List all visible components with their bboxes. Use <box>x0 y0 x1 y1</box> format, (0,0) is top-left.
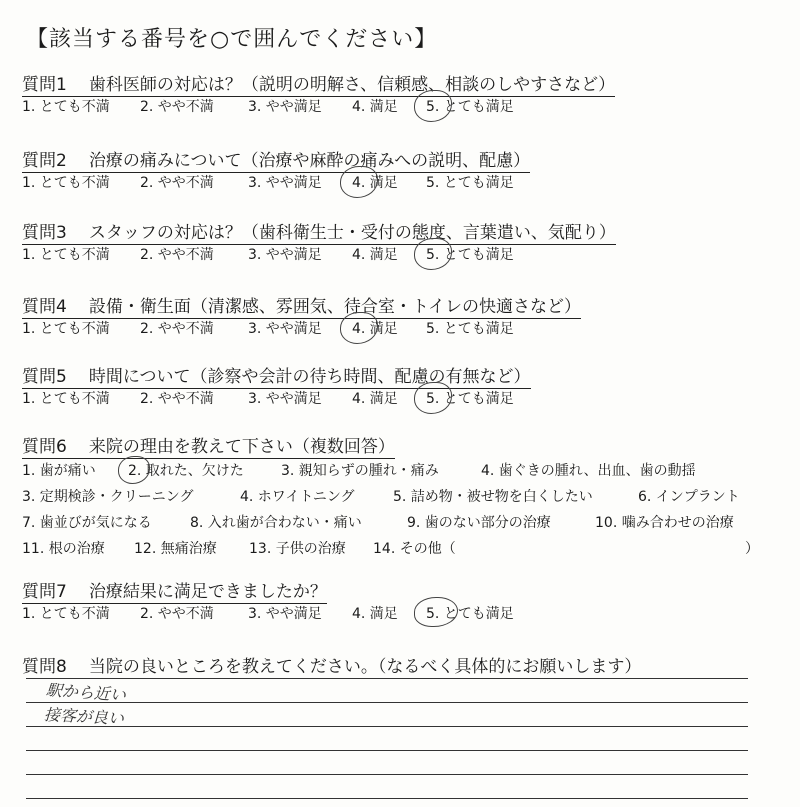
q6-option[interactable]: 5. 詰め物・被せ物を白くしたい <box>393 489 593 505</box>
q6-option[interactable]: 14. その他（ <box>373 541 456 557</box>
rating-option-1[interactable]: 1. とても不満 <box>22 175 110 191</box>
q6-option[interactable]: 3. 定期検診・クリーニング <box>22 489 194 505</box>
answer-line <box>26 726 748 727</box>
rating-option-2[interactable]: 2. やや不満 <box>140 321 214 337</box>
rating-option-4[interactable]: 4. 満足 <box>352 391 398 407</box>
question-text: 治療の痛みについて（治療や麻酔の痛みへの説明、配慮） <box>88 151 531 171</box>
rating-option-1[interactable]: 1. とても不満 <box>22 606 110 622</box>
rating-option-5[interactable]: 5. とても満足 <box>426 391 514 407</box>
answer-line <box>26 798 748 799</box>
question-number: 質問2 <box>22 151 67 171</box>
rating-option-3[interactable]: 3. やや満足 <box>248 391 322 407</box>
question-number: 質問6 <box>22 437 67 457</box>
selection-circle <box>340 166 378 198</box>
rating-option-5[interactable]: 5. とても満足 <box>426 99 514 115</box>
selection-circle <box>340 312 378 344</box>
q6-option[interactable]: 13. 子供の治療 <box>249 541 346 557</box>
rating-option-3[interactable]: 3. やや満足 <box>248 321 322 337</box>
rating-option-5[interactable]: 5. とても満足 <box>426 321 514 337</box>
question-number: 質問4 <box>22 297 67 317</box>
q6-option[interactable]: 12. 無痛治療 <box>134 541 217 557</box>
handwritten-answer: 駅から近い <box>45 680 127 705</box>
handwritten-answer: 接客が良い <box>43 704 125 729</box>
question-number: 質問1 <box>22 75 67 95</box>
q6-option[interactable]: 3. 親知らずの腫れ・痛み <box>281 463 439 479</box>
answer-line <box>26 750 748 751</box>
rating-option-5[interactable]: 5. とても満足 <box>426 606 514 622</box>
rating-option-3[interactable]: 3. やや満足 <box>248 247 322 263</box>
q6-option[interactable]: 4. ホワイトニング <box>240 489 355 505</box>
rating-option-5[interactable]: 5. とても満足 <box>426 247 514 263</box>
answer-line <box>26 702 748 703</box>
rating-option-1[interactable]: 1. とても不満 <box>22 321 110 337</box>
question-number: 質問5 <box>22 367 67 387</box>
q6-option[interactable]: 4. 歯ぐきの腫れ、出血、歯の動揺 <box>481 463 696 479</box>
question-text: 歯科医師の対応は？（説明の明解さ、信頼感、相談のしやすさなど） <box>88 75 616 95</box>
q6-option[interactable]: 11. 根の治療 <box>22 541 105 557</box>
answer-line <box>26 678 748 679</box>
q6-option[interactable]: 7. 歯並びが気になる <box>22 515 152 531</box>
rating-option-3[interactable]: 3. やや満足 <box>248 175 322 191</box>
selection-circle <box>414 90 452 122</box>
question-number: 質問3 <box>22 223 67 243</box>
question-text: 当院の良いところを教えてください。（なるべく具体的にお願いします） <box>88 657 642 677</box>
selection-circle <box>414 382 452 414</box>
rating-option-3[interactable]: 3. やや満足 <box>248 99 322 115</box>
rating-option-2[interactable]: 2. やや不満 <box>140 175 214 191</box>
question-text: 治療結果に満足できましたか？ <box>88 582 327 602</box>
q6-option[interactable]: 10. 噛み合わせの治療 <box>595 515 734 531</box>
q6-option[interactable]: 6. インプラント <box>638 489 740 505</box>
q6-option[interactable]: 9. 歯のない部分の治療 <box>407 515 551 531</box>
question-number: 質問8 <box>22 657 67 677</box>
q6-option[interactable]: 2. 取れた、欠けた <box>128 463 244 479</box>
rating-option-4[interactable]: 4. 満足 <box>352 247 398 263</box>
selection-circle <box>414 238 452 270</box>
q6-other-close-paren: ） <box>745 541 759 557</box>
rating-option-2[interactable]: 2. やや不満 <box>140 606 214 622</box>
rating-option-2[interactable]: 2. やや不満 <box>140 247 214 263</box>
rating-option-4[interactable]: 4. 満足 <box>352 175 398 191</box>
question-text: 来院の理由を教えて下さい（複数回答） <box>88 437 395 457</box>
rating-option-3[interactable]: 3. やや満足 <box>248 606 322 622</box>
rating-option-4[interactable]: 4. 満足 <box>352 606 398 622</box>
rating-option-4[interactable]: 4. 満足 <box>352 321 398 337</box>
instruction-header: 【該当する番号を○で囲んでください】 <box>26 27 438 52</box>
question-text: スタッフの対応は？（歯科衛生士・受付の態度、言葉遣い、気配り） <box>88 223 616 243</box>
rating-option-2[interactable]: 2. やや不満 <box>140 99 214 115</box>
rating-option-2[interactable]: 2. やや不満 <box>140 391 214 407</box>
rating-option-5[interactable]: 5. とても満足 <box>426 175 514 191</box>
rating-option-1[interactable]: 1. とても不満 <box>22 391 110 407</box>
q6-option[interactable]: 8. 入れ歯が合わない・痛い <box>190 515 362 531</box>
rating-option-1[interactable]: 1. とても不満 <box>22 247 110 263</box>
question-number: 質問7 <box>22 582 67 602</box>
rating-option-4[interactable]: 4. 満足 <box>352 99 398 115</box>
answer-line <box>26 774 748 775</box>
q6-option[interactable]: 1. 歯が痛い <box>22 463 96 479</box>
rating-option-1[interactable]: 1. とても不満 <box>22 99 110 115</box>
question-text: 時間について（診察や会計の待ち時間、配慮の有無など） <box>88 367 531 387</box>
question-text: 設備・衛生面（清潔感、雰囲気、待合室・トイレの快適さなど） <box>88 297 581 317</box>
